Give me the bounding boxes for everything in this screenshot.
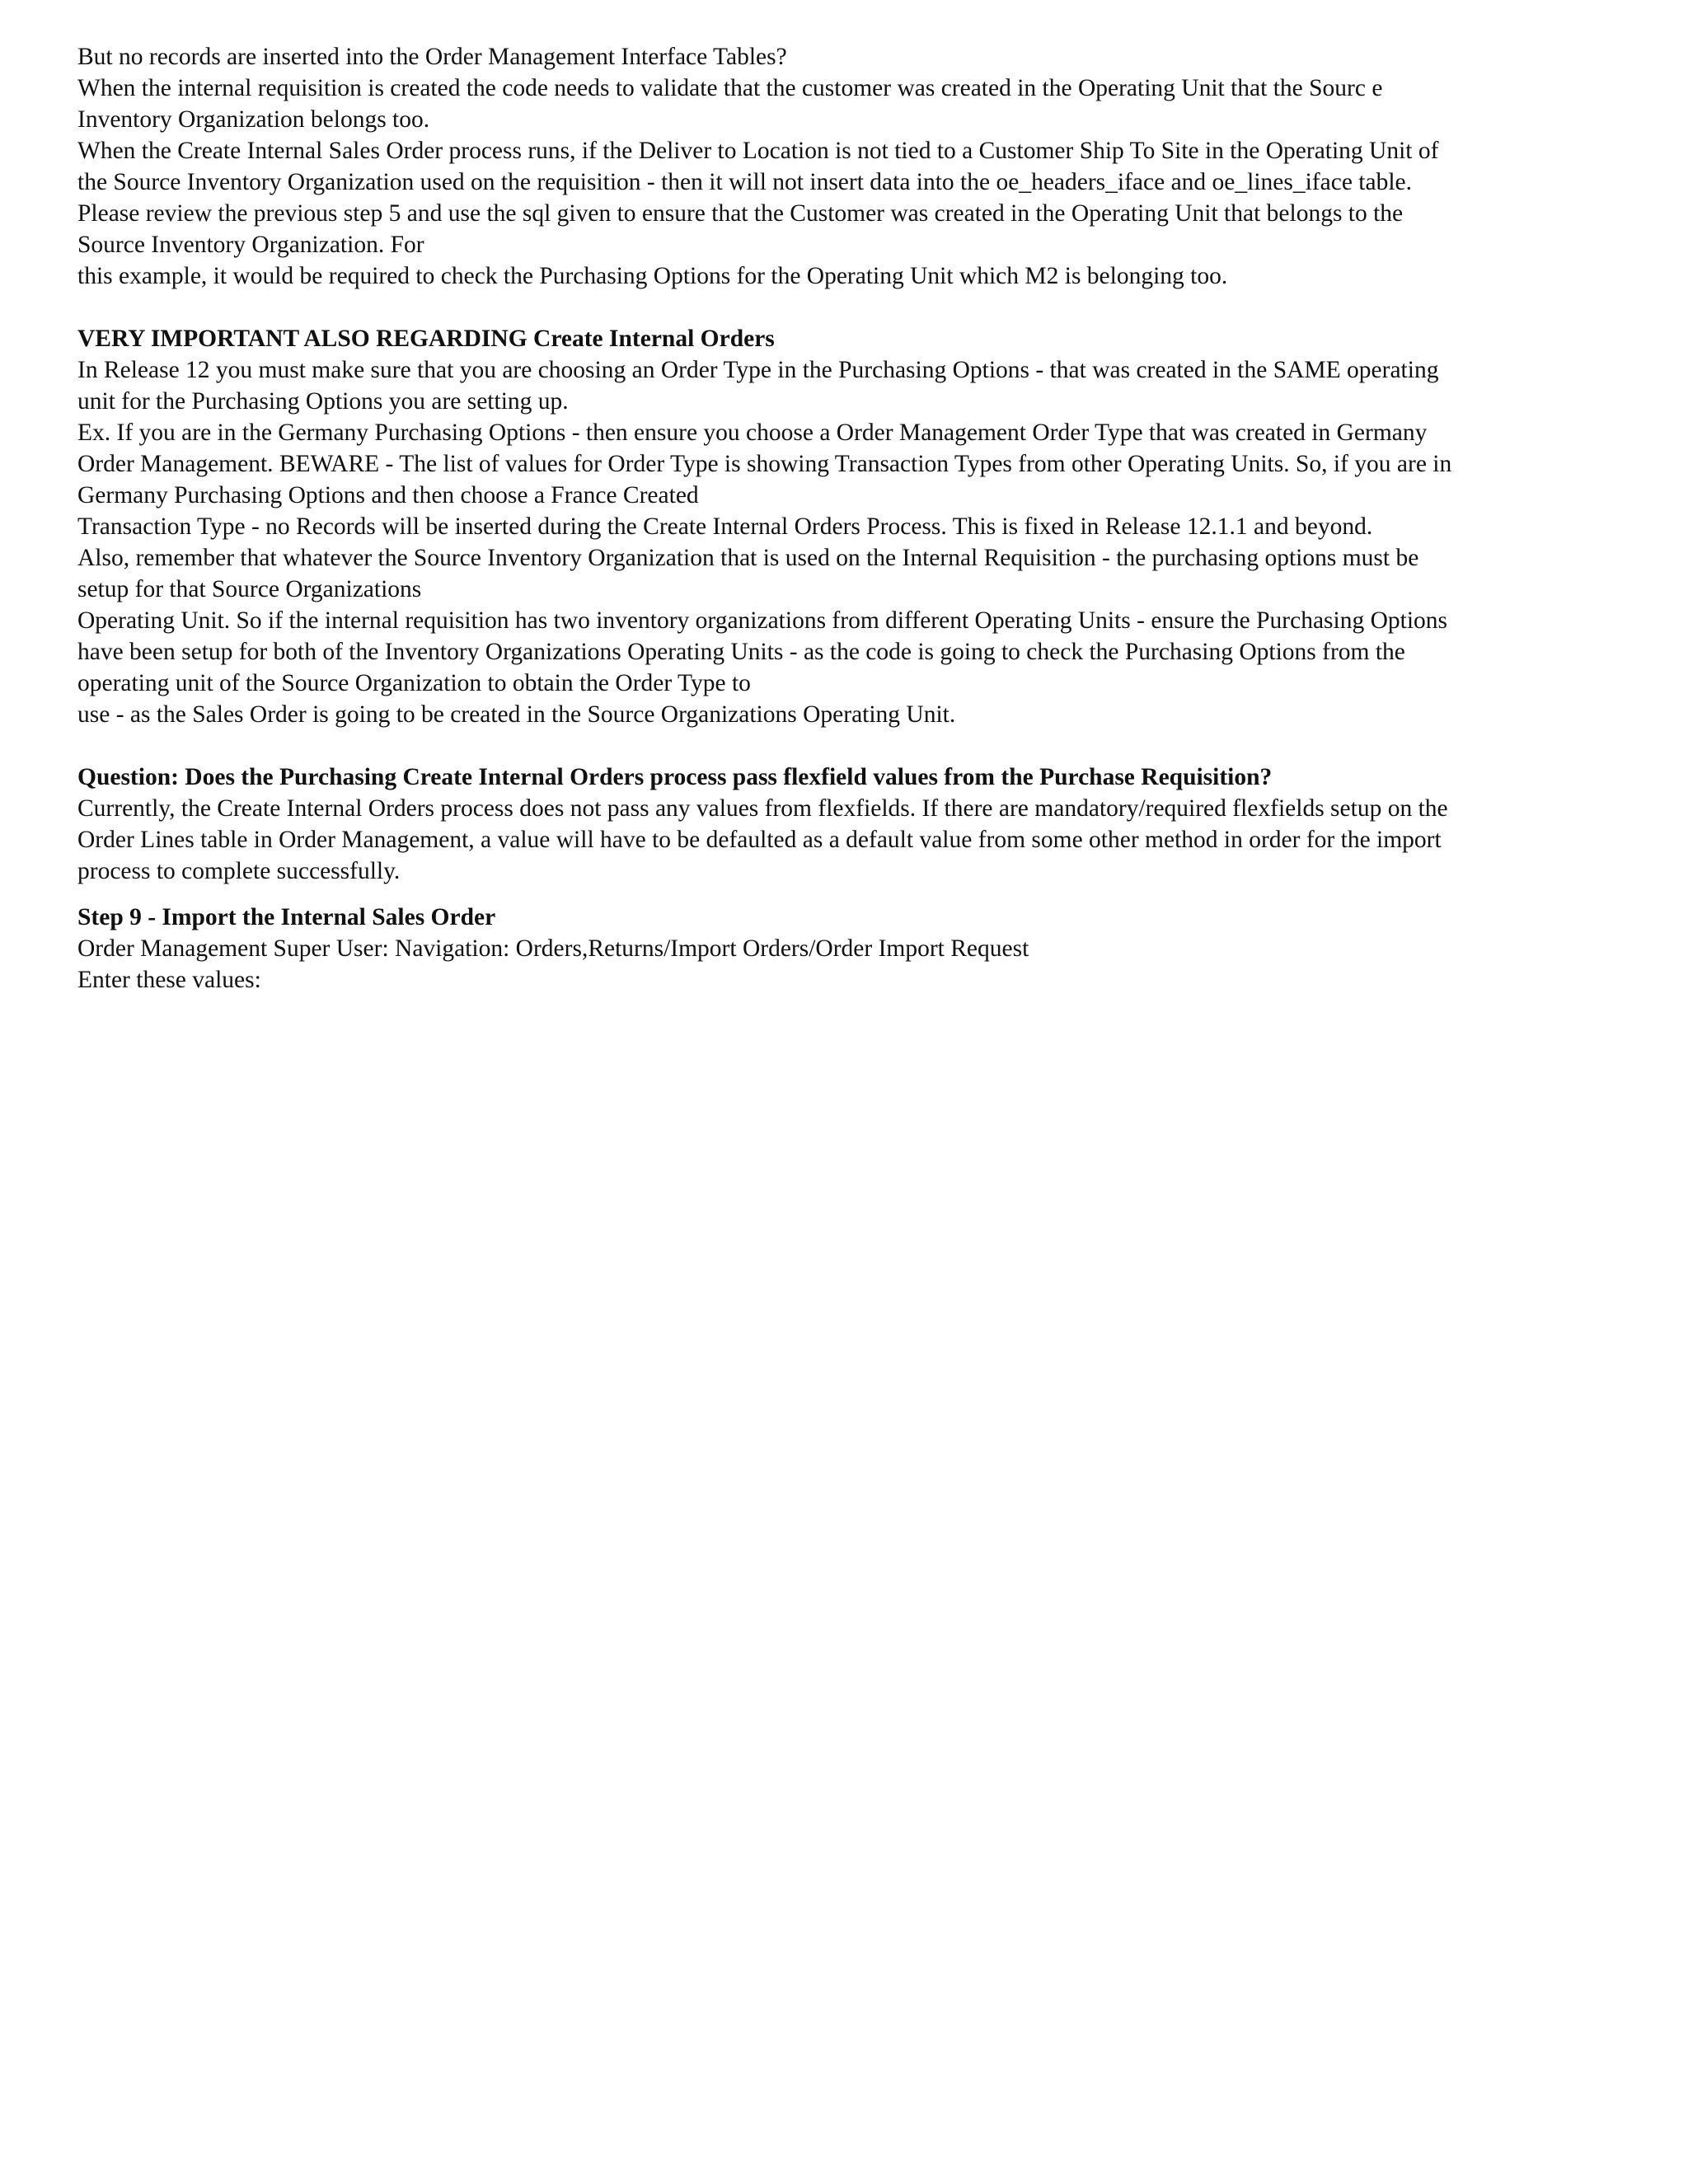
important-section: [77, 323, 1635, 730]
intro-section: [77, 41, 1635, 292]
text-line: use - as the Sales Order is going to be created in the Source Organizations Operating Unit.: [77, 701, 956, 728]
text-line: Currently, the Create Internal Orders process does not pass any values from flexfields. If there are mandatory/required flexfields setup on the: [77, 795, 1448, 822]
text-line: Source Inventory Organization. For: [77, 232, 424, 258]
text-line: Operating Unit. So if the internal requisition has two inventory organizations from different Operating Units - ensure the Purchasing Options: [77, 607, 1448, 634]
question-heading: Question: Does the Purchasing Create Internal Orders process pass flexfield values from the Purchase Requisition?: [77, 764, 1273, 790]
text-line: When the internal requisition is created the code needs to validate that the customer was created in the Operating Unit that the Sourc e: [77, 75, 1383, 101]
text-line: Transaction Type - no Records will be inserted during the Create Internal Orders Process. This is fixed in Release 12.1.1 and beyond.: [77, 513, 1373, 540]
text-line: Germany Purchasing Options and then choose a France Created: [77, 482, 699, 509]
text-line: operating unit of the Source Organization to obtain the Order Type to: [77, 670, 751, 696]
text-line: this example, it would be required to check the Purchasing Options for the Operating Unit which M2 is belonging too.: [77, 263, 1228, 289]
text-line: setup for that Source Organizations: [77, 576, 422, 602]
document-page: [77, 41, 1635, 996]
text-line: process to complete successfully.: [77, 858, 401, 884]
step-heading: Step 9 - Import the Internal Sales Order: [77, 904, 496, 930]
text-line: But no records are inserted into the Order Management Interface Tables?: [77, 44, 787, 70]
text-line: Inventory Organization belongs too.: [77, 106, 430, 133]
text-line: When the Create Internal Sales Order process runs, if the Deliver to Location is not tied to a Customer Ship To Site in the Operating Unit of: [77, 138, 1439, 164]
text-line: Order Management Super User: Navigation: Orders,Returns/Import Orders/Order Import Request: [77, 935, 1029, 962]
text-line: the Source Inventory Organization used on the requisition - then it will not insert data into the oe_headers_iface and oe_lines_iface table.: [77, 169, 1412, 195]
section-heading: VERY IMPORTANT ALSO REGARDING Create Internal Orders: [77, 326, 775, 352]
text-line: Also, remember that whatever the Source Inventory Organization that is used on the Internal Requisition - the purchasing options must be: [77, 545, 1419, 571]
step9-section: [77, 902, 1635, 996]
text-line: Enter these values:: [77, 967, 261, 993]
text-line: Please review the previous step 5 and use the sql given to ensure that the Customer was created in the Operating Unit that belongs to the: [77, 200, 1404, 227]
text-line: have been setup for both of the Inventory Organizations Operating Units - as the code is going to check the Purchasing Options from the: [77, 639, 1405, 665]
question-section: [77, 762, 1635, 887]
text-line: Ex. If you are in the Germany Purchasing Options - then ensure you choose a Order Management Order Type that was created in Germany: [77, 419, 1428, 446]
text-line: Order Management. BEWARE - The list of values for Order Type is showing Transaction Types from other Operating Units. So, if you are in: [77, 451, 1452, 477]
text-line: Order Lines table in Order Management, a value will have to be defaulted as a default value from some other method in order for the import: [77, 827, 1442, 853]
text-line: unit for the Purchasing Options you are setting up.: [77, 388, 569, 415]
text-line: In Release 12 you must make sure that you are choosing an Order Type in the Purchasing Options - that was created in the SAME operating: [77, 357, 1439, 383]
